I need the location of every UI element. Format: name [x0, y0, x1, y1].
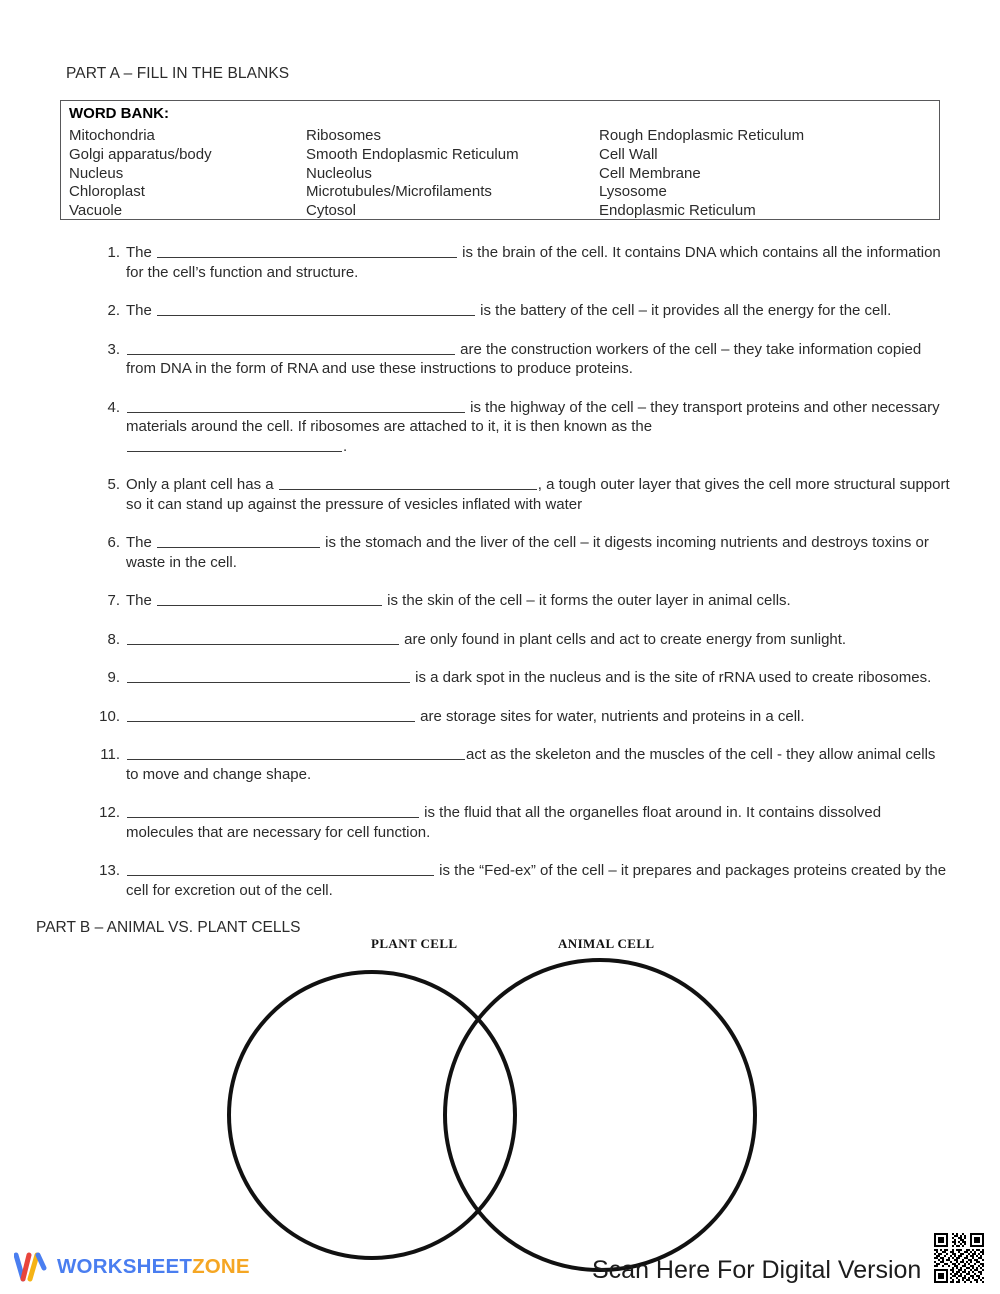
- question-suffix: is the battery of the cell – it provides all the energy for the cell.: [476, 302, 892, 319]
- question-item: [90, 398, 950, 457]
- question-number: 6.: [107, 534, 120, 551]
- question-text: [126, 591, 950, 611]
- question-text: [126, 301, 950, 321]
- word-bank-item: Mitochondria: [69, 127, 155, 144]
- logo-worksheet-text: WORKSHEET: [57, 1255, 193, 1278]
- question-number: 5.: [107, 476, 120, 493]
- word-bank-column-3: [599, 127, 804, 221]
- word-bank-item: Golgi apparatus/body: [69, 145, 212, 163]
- answer-blank[interactable]: [127, 630, 399, 645]
- question-suffix: are storage sites for water, nutrients and proteins in a cell.: [416, 707, 805, 725]
- answer-blank[interactable]: [127, 398, 465, 413]
- question-text: [126, 533, 950, 572]
- venn-left-label: PLANT CELL: [371, 936, 458, 951]
- question-suffix: are the construction workers of the cell – they take information copied from DNA in the form of RNA and use these instructions to produce proteins.: [126, 340, 922, 377]
- question-item: [90, 861, 950, 900]
- question-number: 13.: [99, 862, 120, 879]
- question-prefix: The: [126, 534, 157, 551]
- question-number: 10.: [99, 707, 120, 725]
- word-bank-item: Chloroplast: [69, 183, 145, 201]
- part-a-heading: PART A – FILL IN THE BLANKS: [66, 65, 290, 82]
- word-bank-item: Rough Endoplasmic Reticulum: [599, 127, 805, 144]
- word-bank-item: Nucleus: [69, 164, 124, 182]
- question-item: [90, 803, 950, 842]
- question-suffix: is a dark spot in the nucleus and is the site of rRNA used to create ribosomes.: [411, 669, 932, 686]
- question-text: [126, 668, 950, 688]
- question-number: 2.: [107, 302, 120, 319]
- answer-blank[interactable]: [127, 745, 465, 760]
- question-prefix: Only a plant cell has a: [126, 476, 278, 493]
- question-suffix: act as the skeleton and the muscles of the cell - they allow animal cells to move and change shape.: [126, 746, 936, 783]
- word-bank-box: [60, 100, 940, 220]
- word-bank-item: Endoplasmic Reticulum: [599, 202, 756, 220]
- word-bank-item: Smooth Endoplasmic Reticulum: [306, 145, 519, 163]
- question-item: [90, 475, 950, 514]
- questions-list: [90, 243, 950, 919]
- question-suffix: is the brain of the cell. It contains DNA which contains all the information for the cell’s function and structure.: [126, 244, 941, 281]
- word-bank-item: Microtubules/Microfilaments: [306, 183, 492, 201]
- logo-zone-text: ZONE: [192, 1255, 250, 1278]
- question-text: [126, 861, 950, 900]
- question-item: [90, 301, 950, 321]
- question-item: [90, 668, 950, 688]
- answer-blank[interactable]: [127, 340, 455, 355]
- question-text: [126, 803, 950, 842]
- venn-circle-plant: [229, 972, 515, 1258]
- question-prefix: The: [126, 244, 157, 261]
- question-number: 8.: [107, 630, 120, 648]
- part-b-heading: PART B – ANIMAL VS. PLANT CELLS: [36, 919, 301, 936]
- question-text: [126, 745, 950, 784]
- question-suffix: is the stomach and the liver of the cell – it digests incoming nutrients and destroys toxins or waste in the cell.: [126, 534, 929, 571]
- word-bank-item: Ribosomes: [306, 127, 382, 144]
- answer-blank[interactable]: [157, 591, 382, 606]
- question-item: [90, 591, 950, 611]
- question-text: [126, 707, 950, 727]
- question-text: [126, 475, 950, 514]
- answer-blank[interactable]: [127, 707, 415, 722]
- word-bank-item: Cell Wall: [599, 145, 658, 163]
- answer-blank[interactable]: [157, 533, 320, 548]
- word-bank-title: WORD BANK:: [69, 105, 169, 122]
- word-bank-item: Vacuole: [69, 202, 123, 220]
- word-bank-item: Lysosome: [599, 183, 667, 201]
- answer-blank[interactable]: [157, 243, 457, 258]
- question-suffix: .: [343, 437, 348, 455]
- question-item: [90, 533, 950, 572]
- question-number: 3.: [107, 340, 120, 358]
- answer-blank[interactable]: [279, 475, 537, 490]
- question-suffix: are only found in plant cells and act to create energy from sunlight.: [400, 630, 847, 648]
- answer-blank[interactable]: [157, 301, 475, 316]
- question-item: [90, 630, 950, 650]
- question-prefix: The: [126, 302, 157, 319]
- worksheet-zone-logo: [14, 1252, 250, 1282]
- question-number: 9.: [107, 669, 120, 686]
- answer-blank[interactable]: [127, 861, 434, 876]
- venn-circle-animal: [445, 960, 755, 1270]
- qr-code[interactable]: [930, 1229, 988, 1287]
- answer-blank[interactable]: [127, 437, 342, 452]
- word-bank-item: Cytosol: [306, 202, 357, 220]
- word-bank-column-2: [306, 127, 519, 221]
- scan-here-text: Scan Here For Digital Version: [592, 1256, 922, 1284]
- question-item: [90, 707, 950, 727]
- question-suffix: , a tough outer layer that gives the cell more structural support so it can stand up against the pressure of vesicles inflated with water: [126, 476, 950, 513]
- question-suffix: is the “Fed-ex” of the cell – it prepares and packages proteins created by the cell for excretion out of the cell.: [126, 862, 947, 899]
- question-text: [126, 243, 950, 282]
- question-item: [90, 243, 950, 282]
- venn-right-label: ANIMAL CELL: [558, 936, 655, 951]
- question-suffix: is the skin of the cell – it forms the outer layer in animal cells.: [383, 592, 791, 609]
- logo-text: [57, 1255, 250, 1279]
- answer-blank[interactable]: [127, 803, 419, 818]
- word-bank-item: Cell Membrane: [599, 164, 701, 182]
- question-number: 11.: [100, 746, 120, 763]
- logo-w-icon: [14, 1252, 48, 1282]
- answer-blank[interactable]: [127, 668, 410, 683]
- question-text: [126, 398, 950, 457]
- question-item: [90, 340, 950, 379]
- question-prefix: The: [126, 592, 157, 609]
- question-number: 12.: [99, 804, 120, 821]
- question-number: 7.: [107, 592, 120, 609]
- question-text: [126, 340, 950, 379]
- word-bank-item: Nucleolus: [306, 164, 372, 182]
- venn-diagram: [0, 930, 1000, 1280]
- question-item: [90, 745, 950, 784]
- word-bank-column-1: [69, 127, 212, 221]
- question-number: 1.: [107, 244, 120, 261]
- question-middle: is the highway of the cell – they transport proteins and other necessary materials around the cell. If ribosomes are attached to it, it is then known as the: [126, 398, 940, 435]
- question-text: [126, 630, 950, 650]
- question-number: 4.: [107, 398, 120, 416]
- question-suffix: is the fluid that all the organelles float around in. It contains dissolved molecules that are necessary for cell function.: [126, 804, 882, 841]
